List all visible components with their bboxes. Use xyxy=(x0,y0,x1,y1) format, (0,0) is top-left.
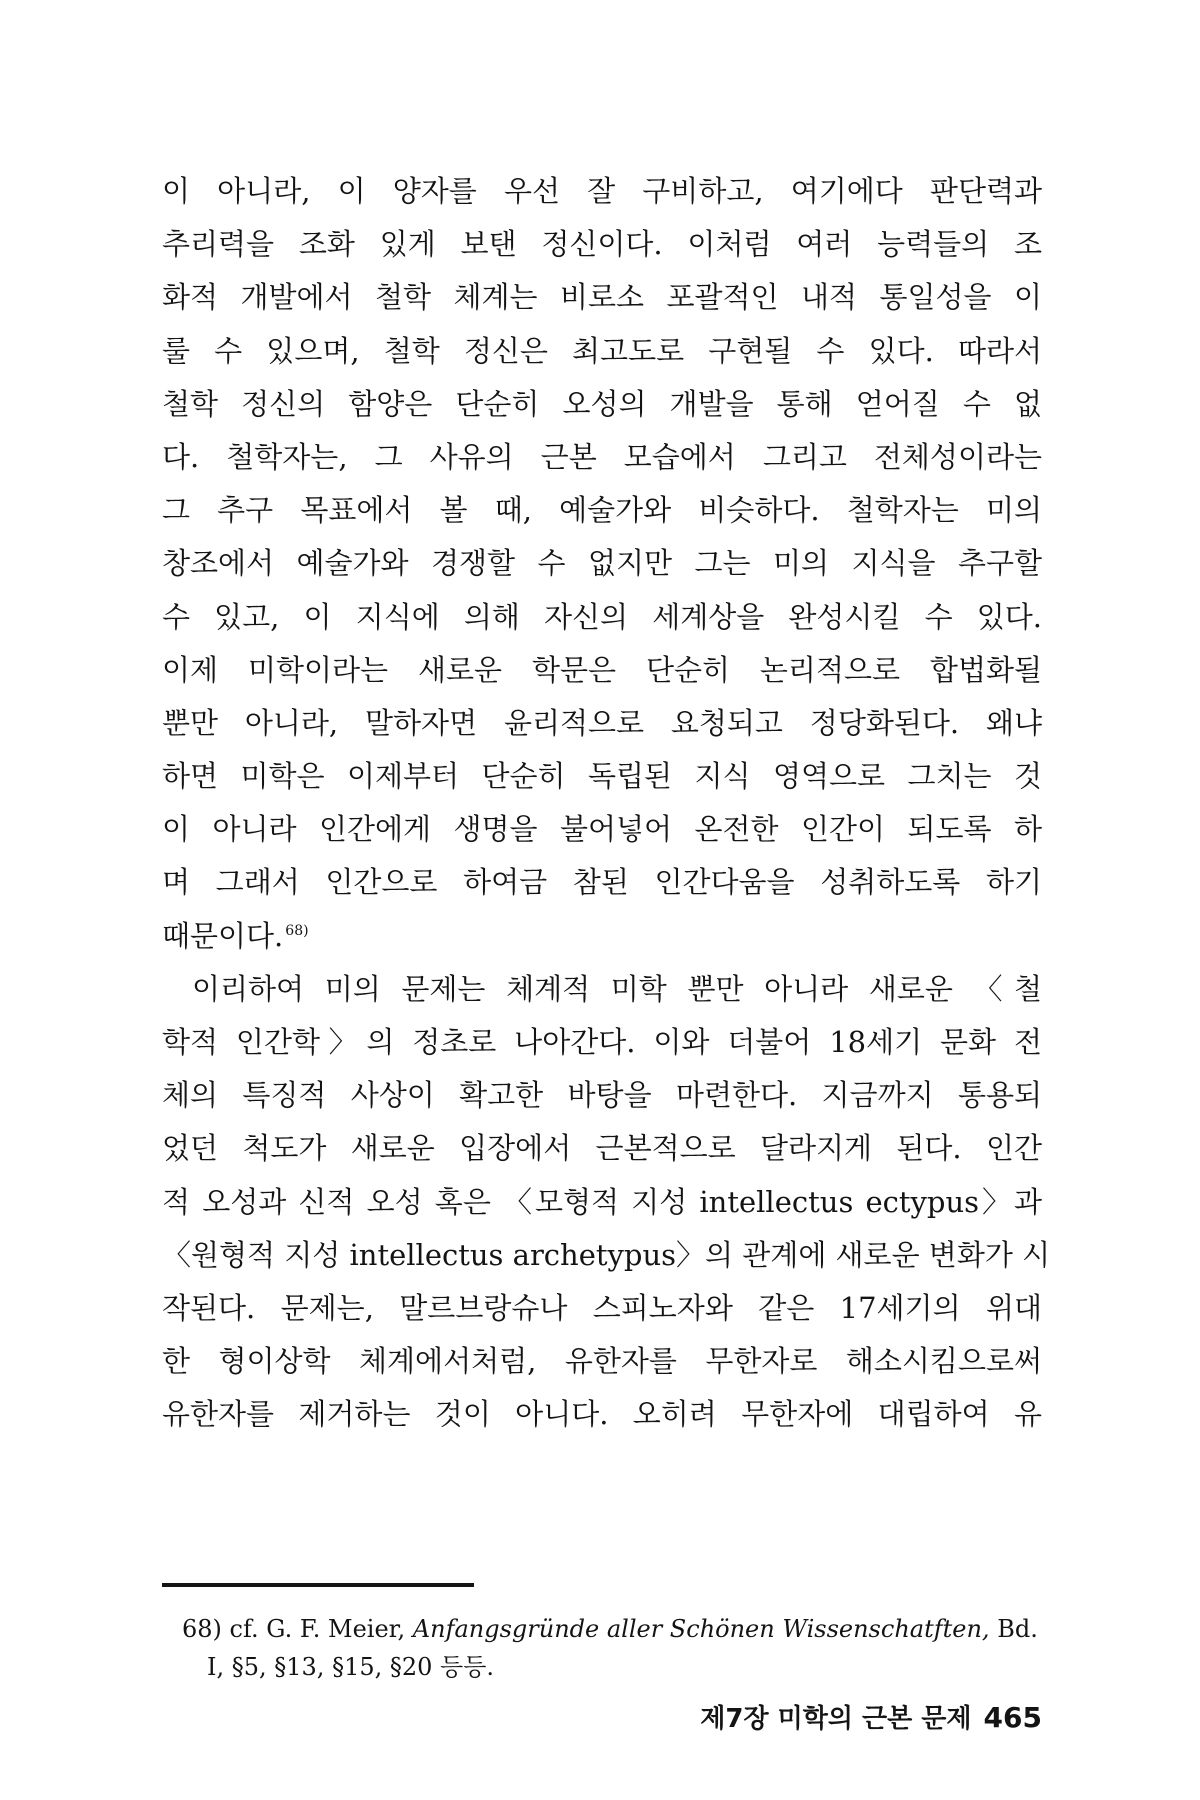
text-line: 창조에서 예술가와 경쟁할 수 없지만 그는 미의 지식을 추구할 xyxy=(162,546,1042,581)
footnote xyxy=(182,1610,1042,1686)
footnote-reference[interactable]: 68) xyxy=(285,922,309,939)
running-footer xyxy=(700,1701,1042,1736)
footnote-suffix: Bd. xyxy=(997,1615,1038,1643)
text-line: 수 있고, 이 지식에 의해 자신의 세계상을 완성시킬 수 있다. xyxy=(162,599,1042,634)
text-line: 그 추구 목표에서 볼 때, 예술가와 비슷하다. 철학자는 미의 xyxy=(162,493,1042,528)
text-line: 었던 척도가 새로운 입장에서 근본적으로 달라지게 된다. 인간 xyxy=(162,1131,1042,1166)
text-line: 유한자를 제거하는 것이 아니다. 오히려 무한자에 대립하여 유 xyxy=(162,1397,1042,1432)
text-line: 하면 미학은 이제부터 단순히 독립된 지식 영역으로 그치는 것 xyxy=(162,759,1042,794)
main-text xyxy=(162,165,1051,1442)
text-line: 뿐만 아니라, 말하자면 윤리적으로 요청되고 정당화된다. 왜냐 xyxy=(162,705,1042,740)
text-line: 화적 개발에서 철학 체계는 비로소 포괄적인 내적 통일성을 이 xyxy=(162,280,1042,315)
text-line: 학적 인간학〉의 정초로 나아간다. 이와 더불어 18세기 문화 전 xyxy=(162,1025,1042,1059)
text-line: 다. 철학자는, 그 사유의 근본 모습에서 그리고 전체성이라는 xyxy=(162,439,1042,474)
text-line: 적 오성과 신적 오성 혹은 〈모형적 지성 intellectus ectypus〉과 xyxy=(162,1184,1042,1219)
text-line: 추리력을 조화 있게 보탠 정신이다. 이처럼 여러 능력들의 조 xyxy=(162,227,1042,262)
footnote-prefix: cf. G. F. Meier, xyxy=(229,1615,406,1643)
text-line: 이제 미학이라는 새로운 학문은 단순히 논리적으로 합법화될 xyxy=(162,652,1042,687)
footnote-divider xyxy=(162,1583,474,1587)
footnote-title: Anfangsgründe aller Schönen Wissenschatften, xyxy=(412,1615,990,1643)
footnote-line-2: I, §5, §13, §15, §20 등등. xyxy=(207,1653,495,1681)
footnote-label: 68) xyxy=(182,1615,222,1643)
footnote-line-1 xyxy=(182,1610,1042,1648)
page-number: 465 xyxy=(983,1701,1042,1734)
paragraph-end-line xyxy=(162,910,1042,963)
text-line: 이 아니라 인간에게 생명을 불어넣어 온전한 인간이 되도록 하 xyxy=(162,812,1042,847)
text-line: 〈원형적 지성 intellectus archetypus〉의 관계에 새로운 변화가 시 xyxy=(162,1237,1051,1272)
text-line: 이리하여 미의 문제는 체계적 미학 뿐만 아니라 새로운 〈철 xyxy=(192,971,1042,1006)
text-line: 며 그래서 인간으로 하여금 참된 인간다움을 성취하도록 하기 xyxy=(162,865,1042,900)
paragraph-end-text: 때문이다. xyxy=(162,918,284,953)
text-line: 한 형이상학 체계에서처럼, 유한자를 무한자로 해소시킴으로써 xyxy=(162,1344,1042,1379)
text-line: 철학 정신의 함양은 단순히 오성의 개발을 통해 얻어질 수 없 xyxy=(162,386,1042,421)
running-title: 제7장 미학의 근본 문제 xyxy=(700,1704,972,1734)
text-line: 이 아니라, 이 양자를 우선 잘 구비하고, 여기에다 판단력과 xyxy=(162,174,1042,208)
text-line: 체의 특징적 사상이 확고한 바탕을 마련한다. 지금까지 통용되 xyxy=(162,1078,1042,1113)
text-line: 작된다. 문제는, 말르브랑슈나 스피노자와 같은 17세기의 위대 xyxy=(162,1290,1042,1325)
text-line: 룰 수 있으며, 철학 정신은 최고도로 구현될 수 있다. 따라서 xyxy=(162,333,1042,368)
